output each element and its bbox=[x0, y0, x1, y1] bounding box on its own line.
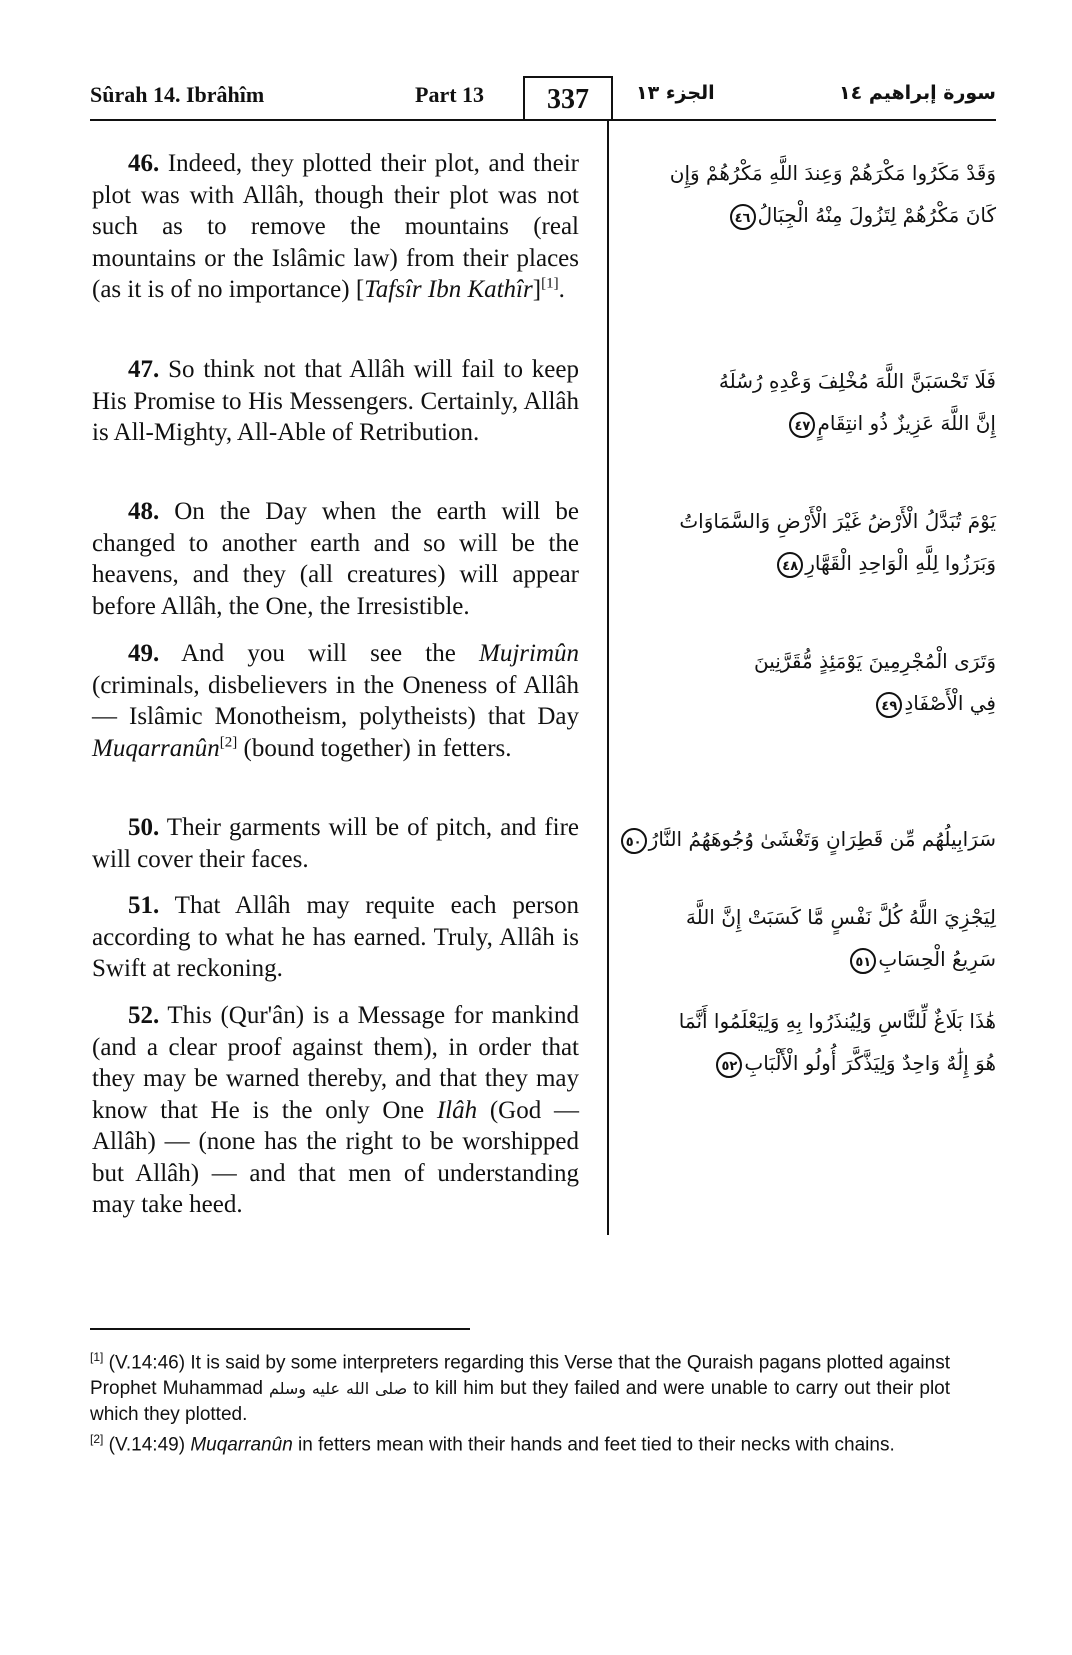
verse-number: 52. bbox=[128, 1002, 160, 1029]
verse-text: . bbox=[558, 276, 565, 303]
footnote-arabic: صلى الله عليه وسلم bbox=[268, 1379, 408, 1399]
verse-number: 48. bbox=[128, 498, 160, 525]
verse-number: 51. bbox=[128, 892, 160, 919]
arabic-line: يَوْمَ تُبَدَّلُ الْأَرْضُ غَيْرَ الْأَرْضِ وَالسَّمَاوَاتُ bbox=[679, 509, 996, 533]
arabic-line: كَانَ مَكْرُهُمْ لِتَزُولَ مِنْهُ الْجِبَالُ٤٦ bbox=[618, 194, 996, 236]
footnote-2 bbox=[90, 1426, 950, 1458]
arabic-surah-title: سورة إبراهيم ١٤ bbox=[839, 82, 996, 104]
verse-number: 49. bbox=[128, 640, 160, 667]
header-rule bbox=[90, 119, 996, 121]
arabic-verse-48 bbox=[618, 500, 996, 584]
ayah-number-icon: ٤٩ bbox=[876, 692, 902, 718]
ayah-number-icon: ٤٧ bbox=[789, 412, 815, 438]
arabic-verse-49 bbox=[618, 640, 996, 724]
arabic-line: فَلَا تَحْسَبَنَّ اللَّهَ مُخْلِفَ وَعْدِهِ رُسُلَهُ bbox=[718, 369, 996, 393]
ayah-number-icon: ٥٢ bbox=[716, 1052, 742, 1078]
arabic-line: وَقَدْ مَكَرُوا مَكْرَهُمْ وَعِندَ اللَّهِ مَكْرُهُمْ وَإِن bbox=[669, 161, 996, 185]
verse-50 bbox=[92, 812, 579, 875]
surah-title: Sûrah 14. Ibrâhîm bbox=[90, 82, 265, 107]
footnote-ref: [1] bbox=[541, 275, 559, 292]
arabic-line: لِيَجْزِيَ اللَّهُ كُلَّ نَفْسٍ مَّا كَسَبَتْ إِنَّ اللَّهَ bbox=[685, 905, 996, 929]
verse-text: ] bbox=[532, 276, 542, 303]
verse-47 bbox=[92, 354, 579, 449]
arabic-line: وَتَرَى الْمُجْرِمِينَ يَوْمَئِذٍ مُّقَرَّنِينَ bbox=[754, 649, 996, 673]
verse-51 bbox=[92, 890, 579, 985]
arabic-verse-46 bbox=[618, 152, 996, 236]
footnote-text: to kill him but they failed and were unable to carry out their plot which they plotted. bbox=[90, 1378, 951, 1426]
arabic-verse-47 bbox=[618, 360, 996, 444]
verse-text: So think not that Allâh will fail to keep His Promise to His Messengers. Certainly, Allâh is All-Mighty, All-Able of Retribution. bbox=[92, 356, 579, 446]
page-header bbox=[90, 74, 996, 120]
ayah-number-icon: ٥٠ bbox=[621, 828, 647, 854]
footnote-1 bbox=[90, 1344, 950, 1428]
arabic-line: هُوَ إِلَٰهٌ وَاحِدٌ وَلِيَذَّكَّرَ أُولُو الْأَلْبَابِ٥٢ bbox=[618, 1042, 996, 1084]
part-label: Part 13 bbox=[415, 82, 485, 107]
footnote-italic: Muqarranûn bbox=[190, 1434, 293, 1456]
verse-49 bbox=[92, 638, 579, 764]
verse-italic: Mujrimûn bbox=[479, 640, 579, 667]
arabic-verse-51 bbox=[618, 896, 996, 980]
verse-italic: Tafsîr Ibn Kathîr bbox=[364, 276, 533, 303]
footnote-rule bbox=[90, 1328, 470, 1330]
verse-italic: Ilâh bbox=[436, 1096, 478, 1124]
footnote-text: (V.14:49) bbox=[103, 1434, 191, 1456]
ayah-number-icon: ٤٨ bbox=[777, 552, 803, 578]
footnote-ref: [2] bbox=[219, 734, 238, 751]
arabic-line: سَرِيعُ الْحِسَابِ٥١ bbox=[618, 938, 996, 980]
ayah-number-icon: ٤٦ bbox=[730, 204, 756, 230]
arabic-part-label: الجزء ١٣ bbox=[636, 82, 715, 104]
arabic-line: سَرَابِيلُهُم مِّن قَطِرَانٍ وَتَغْشَىٰ وُجُوهَهُمُ النَّارُ٥٠ bbox=[618, 818, 996, 860]
ayah-number-icon: ٥١ bbox=[850, 948, 876, 974]
footnote-marker: [2] bbox=[90, 1432, 104, 1446]
verse-text: Indeed, they plotted their plot, and their plot was with Allâh, though their plot was not such as to remove the mountains (real mountains or the Islâmic law) from their places (as it is of no importance) [ bbox=[92, 150, 579, 303]
verse-italic: Muqarranûn bbox=[92, 734, 220, 762]
arabic-verse-50 bbox=[618, 818, 996, 860]
arabic-line: هَٰذَا بَلَاغٌ لِّلنَّاسِ وَلِيُنذَرُوا بِهِ وَلِيَعْلَمُوا أَنَّمَا bbox=[678, 1009, 996, 1033]
footnote-text: in fetters mean with their hands and feet tied to their necks with chains. bbox=[292, 1434, 895, 1456]
arabic-line: وَبَرَزُوا لِلَّهِ الْوَاحِدِ الْقَهَّارِ٤٨ bbox=[618, 542, 996, 584]
verse-text: This (Qur'ân) is a Message for mankind (and a clear proof against them), in order that they may be warned thereby, and that they may know that He is the only One bbox=[92, 1002, 579, 1124]
arabic-line: إِنَّ اللَّهَ عَزِيزٌ ذُو انتِقَامٍ٤٧ bbox=[618, 402, 996, 444]
verse-number: 50. bbox=[128, 814, 160, 841]
verse-52 bbox=[92, 1000, 579, 1221]
verse-text: And you will see the bbox=[159, 640, 479, 667]
verse-text: (criminals, disbelievers in the Oneness of Allâh — Islâmic Monotheism, polytheists) that Day bbox=[92, 671, 579, 730]
verse-text: (God — Allâh) — (none has the right to be worshipped but Allâh) — and that men of understanding may take heed. bbox=[92, 1096, 579, 1218]
verse-48 bbox=[92, 496, 579, 622]
verse-46 bbox=[92, 148, 579, 306]
verse-text: (bound together) in fetters. bbox=[237, 734, 512, 762]
verse-text: Their garments will be of pitch, and fire will cover their faces. bbox=[92, 814, 579, 873]
verse-number: 47. bbox=[128, 356, 160, 383]
verse-text: On the Day when the earth will be changed to another earth and so will be the heavens, and they (all creatures) will appear before Allâh, the One, the Irresistible. bbox=[92, 498, 579, 620]
column-divider bbox=[607, 120, 609, 1235]
arabic-line: فِي الْأَصْفَادِ٤٩ bbox=[618, 682, 996, 724]
verse-number: 46. bbox=[128, 150, 160, 177]
verse-text: That Allâh may requite each person according to what he has earned. Truly, Allâh is Swift at reckoning. bbox=[92, 892, 579, 982]
page-number: 337 bbox=[523, 76, 613, 120]
footnote-marker: [1] bbox=[90, 1350, 104, 1364]
footnote-text: (V.14:46) It is said by some interpreters regarding this Verse that the Quraish pagans plotted against Prophet Muhammad bbox=[90, 1352, 950, 1400]
arabic-verse-52 bbox=[618, 1000, 996, 1084]
